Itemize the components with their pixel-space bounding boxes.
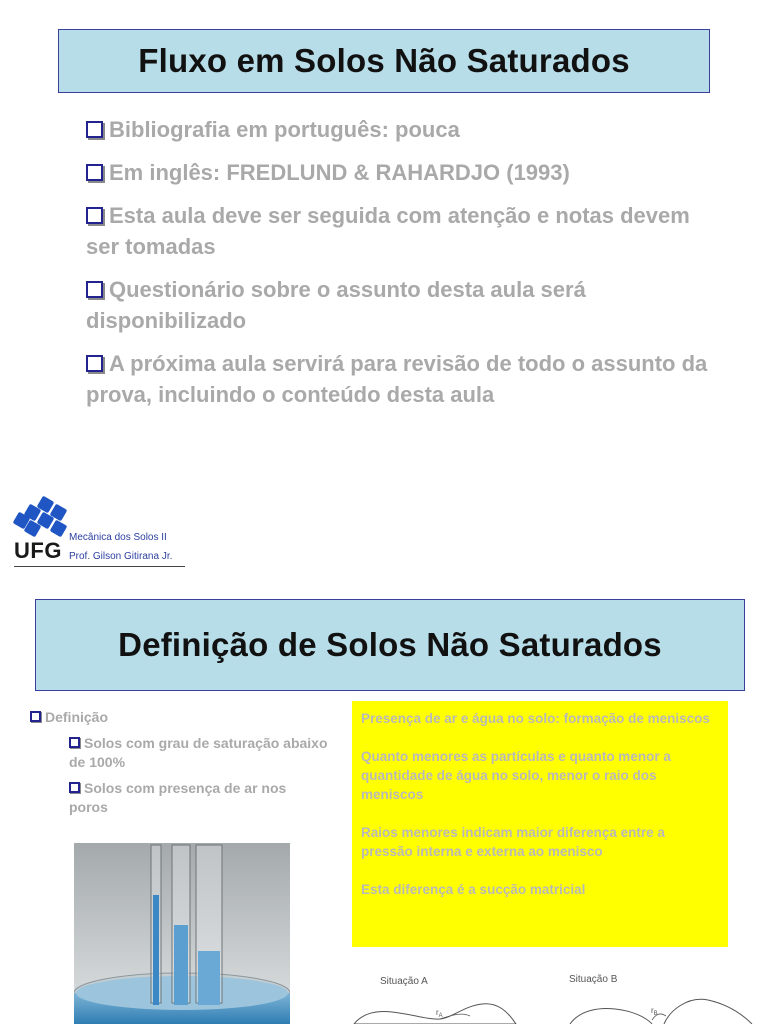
slide-definicao bbox=[0, 588, 768, 1024]
logo-divider bbox=[14, 566, 185, 567]
bullet-text: Esta aula deve ser seguida com atenção e notas devem ser tomadas bbox=[86, 203, 690, 259]
highlight-text: Quanto menores as partículas e quanto menor a quantidade de água no solo, menor o raio dos meniscos bbox=[361, 749, 671, 802]
capillary-tubes-image bbox=[74, 843, 290, 1024]
checkbox-bullet-icon bbox=[30, 711, 41, 722]
checkbox-bullet-icon bbox=[86, 121, 103, 138]
bullet-item bbox=[86, 274, 716, 336]
meniscus-sketch bbox=[352, 966, 760, 1024]
highlight-text: Esta diferença é a sucção matricial bbox=[361, 882, 586, 897]
bullet-item bbox=[86, 200, 716, 262]
radius-a-label bbox=[436, 1008, 443, 1019]
logo-wordmark: UFG bbox=[14, 538, 62, 563]
situacao-b-label: Situação B bbox=[569, 974, 618, 985]
checkbox-bullet-icon bbox=[86, 207, 103, 224]
definition-heading-text: Definição bbox=[45, 709, 109, 725]
definition-item-text: Solos com grau de saturação abaixo de 100% bbox=[69, 735, 328, 770]
ufg-logo bbox=[13, 494, 188, 570]
bullet-list bbox=[86, 114, 716, 422]
course-name: Mecânica dos Solos II bbox=[69, 532, 167, 543]
professor-name: Prof. Gilson Gitirana Jr. bbox=[69, 551, 173, 562]
radius-a-subscript: A bbox=[438, 1013, 443, 1019]
bullet-text: Bibliografia em português: pouca bbox=[109, 117, 460, 142]
definition-item bbox=[69, 734, 329, 772]
definition-heading bbox=[30, 709, 108, 725]
highlight-text: Raios menores indicam maior diferença entre a pressão interna e externa ao menisco bbox=[361, 825, 665, 859]
slide-title: Definição de Solos Não Saturados bbox=[35, 599, 745, 691]
radius-a-symbol: r bbox=[436, 1008, 439, 1017]
situacao-a-label: Situação A bbox=[380, 976, 428, 987]
bullet-item bbox=[86, 157, 716, 188]
checkbox-bullet-icon bbox=[86, 355, 103, 372]
bullet-text: A próxima aula servirá para revisão de todo o assunto da prova, incluindo o conteúdo desta aula bbox=[86, 351, 708, 407]
radius-b-symbol: r bbox=[651, 1006, 654, 1015]
slide-title: Fluxo em Solos Não Saturados bbox=[58, 29, 710, 93]
checkbox-bullet-icon bbox=[86, 281, 103, 298]
bullet-item bbox=[86, 114, 716, 145]
definition-item bbox=[69, 779, 329, 817]
radius-b-subscript: B bbox=[653, 1011, 658, 1017]
bullet-text: Questionário sobre o assunto desta aula será disponibilizado bbox=[86, 277, 586, 333]
bullet-text: Em inglês: FREDLUND & RAHARDJO (1993) bbox=[109, 160, 570, 185]
highlight-box bbox=[352, 701, 728, 947]
bullet-item bbox=[86, 348, 716, 410]
checkbox-bullet-icon bbox=[69, 782, 80, 793]
highlight-text: Presença de ar e água no solo: formação de meniscos bbox=[361, 711, 710, 726]
definition-item-text: Solos com presença de ar nos poros bbox=[69, 780, 287, 815]
checkbox-bullet-icon bbox=[69, 737, 80, 748]
checkbox-bullet-icon bbox=[86, 164, 103, 181]
logo-hexagon-icon bbox=[50, 520, 68, 538]
